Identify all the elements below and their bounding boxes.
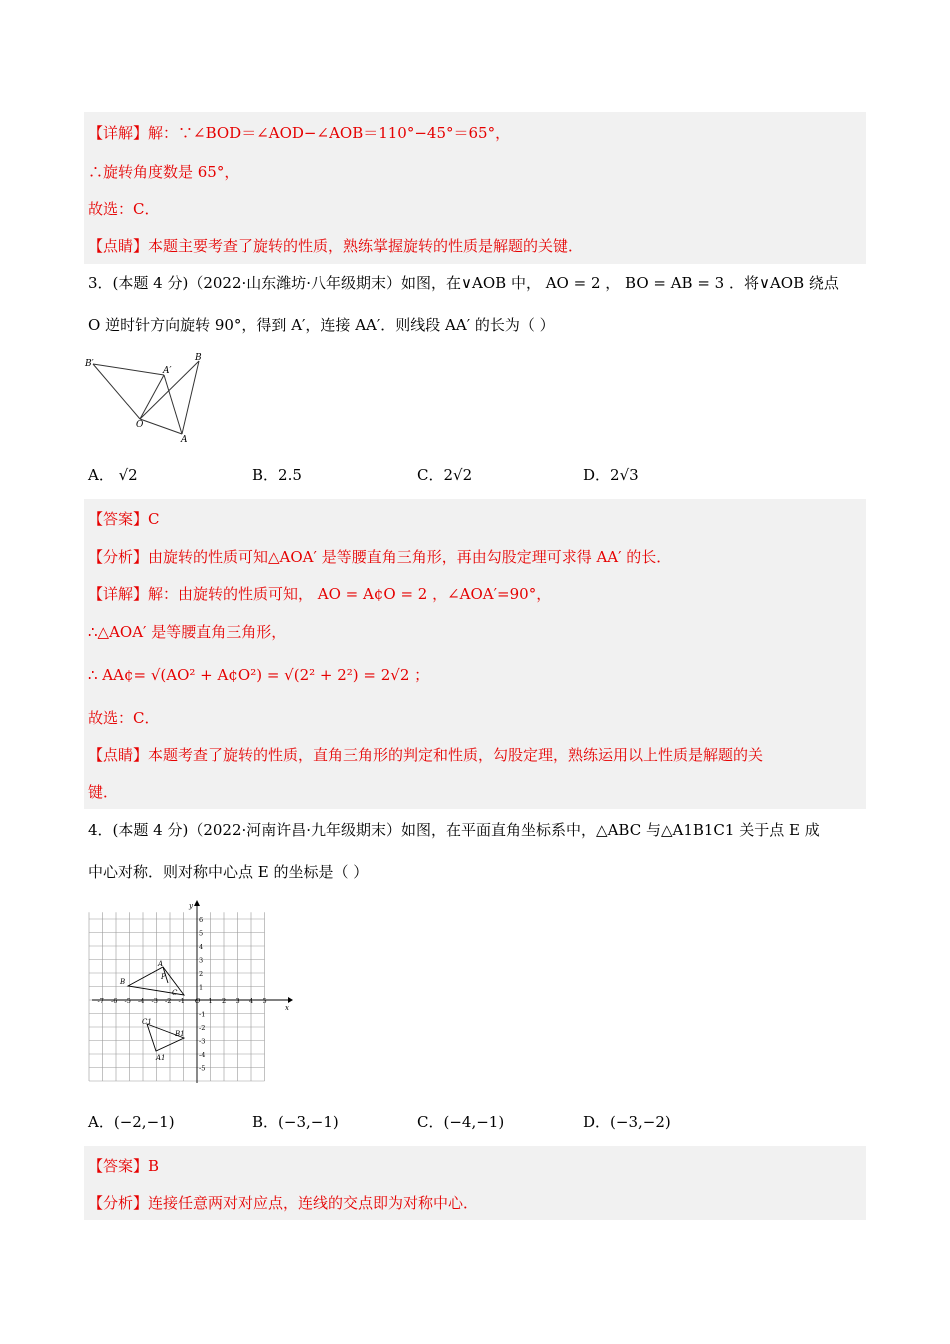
q4-analysis-line: 【分析】连接任意两对对应点，连线的交点即为对称中心．	[88, 1194, 479, 1212]
point-label-c: C	[172, 989, 178, 997]
label-a-prime: A′	[163, 366, 172, 376]
q3-detail-line3: ∴ AA¢= √(AO² + A¢O²) = √(2² + 2²) = 2√2 ；	[88, 666, 430, 684]
label-b-prime: B′	[85, 359, 94, 369]
x-tick-label: -3	[151, 997, 158, 1005]
point-label-a: A	[158, 960, 164, 968]
x-tick-label: O	[195, 997, 201, 1005]
q4-coordinate-grid	[88, 900, 293, 1088]
y-axis-arrow	[194, 900, 200, 906]
x-tick-label: 4	[249, 997, 254, 1005]
comment-line: 【点睛】本题主要考查了旋转的性质，熟练掌握旋转的性质是解题的关键．	[88, 237, 584, 255]
y-tick-label: -5	[199, 1064, 206, 1073]
q4-answer-line: 【答案】B	[88, 1157, 160, 1175]
y-tick-label: -1	[199, 1010, 206, 1019]
q3-rotation-figure	[84, 350, 204, 446]
y-tick-label: -3	[199, 1037, 206, 1046]
q3-comment-line2: 键．	[88, 783, 119, 801]
y-tick-label: -4	[199, 1051, 206, 1059]
point-label-p: P	[161, 973, 166, 981]
q4-stem-line2: 中心对称．则对称中心点 E 的坐标是（ ）	[88, 863, 369, 881]
x-tick-label: -2	[165, 997, 172, 1005]
point-label-b1: B1	[175, 1030, 185, 1038]
y-tick-label: 6	[199, 916, 204, 924]
label-o: O	[136, 420, 144, 430]
x-tick-label: 2	[222, 997, 227, 1005]
x-tick-label: 1	[208, 997, 213, 1005]
q3-analysis-line: 【分析】由旋转的性质可知△AOA′ 是等腰直角三角形，再由勾股定理可求得 AA′ 的长．	[88, 548, 672, 566]
q4-option-d[interactable]: D．(−3,−2)	[583, 1113, 671, 1131]
q3-stem-line1: 3．(本题 4 分)（2022·山东潍坊·八年级期末）如图，在∨AOB 中， AO = 2 ， BO = AB = 3 ．将∨AOB 绕点	[88, 274, 839, 292]
x-tick-label: -1	[178, 997, 185, 1005]
q3-option-c[interactable]: C．2√2	[417, 466, 473, 484]
conclusion-line: ∴旋转角度数是 65°，	[88, 163, 240, 181]
y-tick-label: 5	[199, 929, 204, 938]
point-label-b: B	[120, 978, 126, 986]
q3-detail-line4: 故选：C．	[88, 709, 160, 727]
y-tick-label: 1	[199, 983, 204, 992]
q3-answer-line: 【答案】C	[88, 510, 160, 528]
x-axis-arrow	[288, 997, 293, 1003]
label-b: B	[195, 353, 202, 363]
x-tick-label: -5	[124, 997, 131, 1005]
q3-comment-line: 【点睛】本题考查了旋转的性质，直角三角形的判定和性质，勾股定理，熟练运用以上性质是解题的关	[88, 746, 764, 764]
q4-option-a[interactable]: A．(−2,−1)	[88, 1113, 175, 1131]
y-axis-label: y	[189, 902, 193, 910]
x-tick-label: -4	[138, 997, 145, 1005]
x-tick-label: 5	[262, 997, 267, 1005]
q4-option-c[interactable]: C．(−4,−1)	[417, 1113, 505, 1131]
q3-detail-line2: ∴△AOA′ 是等腰直角三角形，	[88, 623, 287, 641]
choice-line: 故选：C．	[88, 200, 160, 218]
x-axis-label: x	[285, 1004, 289, 1012]
detail-line: 【详解】解：∵∠BOD＝∠AOD−∠AOB＝110°−45°＝65°，	[88, 124, 511, 142]
x-tick-label: 3	[235, 997, 240, 1005]
y-tick-label: 2	[199, 970, 204, 978]
q4-option-b[interactable]: B．(−3,−1)	[252, 1113, 339, 1131]
q3-option-a[interactable]: A． √2	[88, 466, 138, 484]
y-tick-label: -2	[199, 1024, 206, 1032]
q3-detail-line: 【详解】解：由旋转的性质可知， AO = A¢O = 2 ，∠AOA′=90°，	[88, 585, 552, 603]
x-tick-label: -6	[111, 997, 118, 1005]
q3-stem-line2: O 逆时针方向旋转 90°，得到 A′，连接 AA′．则线段 AA′ 的长为（ ）	[88, 316, 555, 334]
point-label-c1: C1	[142, 1018, 152, 1026]
point-label-a1: A1	[156, 1054, 166, 1062]
label-a: A	[181, 435, 188, 445]
x-tick-label: -7	[97, 997, 104, 1005]
q4-stem-line1: 4．(本题 4 分)（2022·河南许昌·九年级期末）如图，在平面直角坐标系中，△ABC 与△A1B1C1 关于点 E 成	[88, 821, 820, 839]
q3-option-b[interactable]: B．2.5	[252, 466, 302, 484]
y-tick-label: 3	[199, 956, 204, 965]
y-tick-label: 4	[199, 943, 204, 951]
q3-option-d[interactable]: D．2√3	[583, 466, 639, 484]
